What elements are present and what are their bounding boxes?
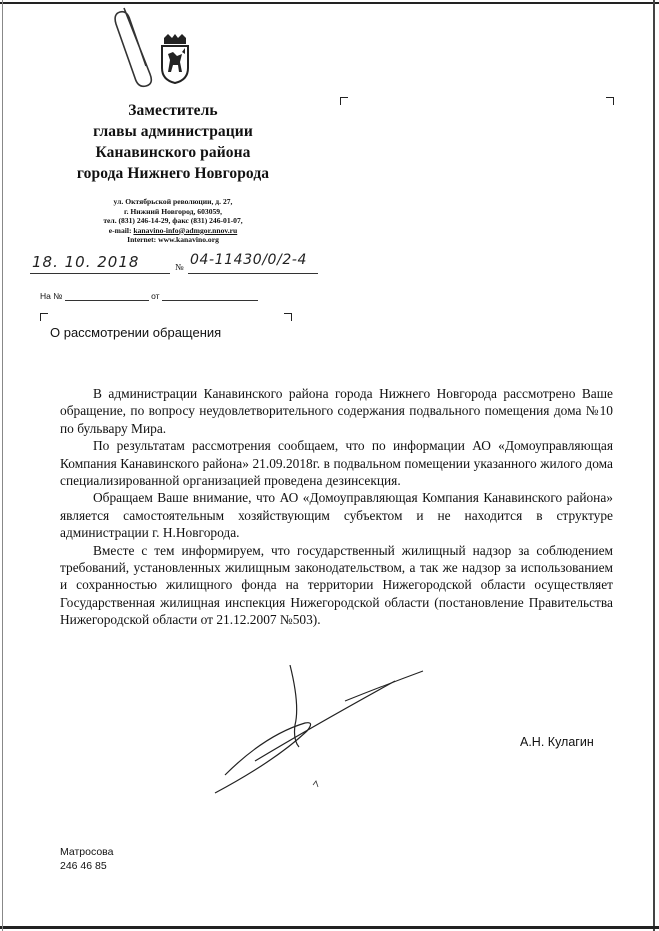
reference-on-label: На №: [40, 291, 63, 301]
letter-subject: О рассмотрении обращения: [50, 325, 222, 340]
address-email-link[interactable]: kanavino-info@admgor.nnov.ru: [133, 225, 238, 235]
executor-name: Матросова: [60, 846, 114, 858]
coat-of-arms-icon: [158, 34, 192, 84]
address-phones: тел. (831) 246-14-29, факс (831) 246-01-07,: [103, 216, 243, 226]
registration-number: 04-11430/0/2-4: [190, 252, 308, 268]
page-edge-top: [0, 2, 659, 4]
org-title-line: главы администрации: [93, 123, 253, 140]
address-email-prefix: e-mail:: [108, 225, 134, 235]
corner-mark-subject-top-right: [284, 313, 292, 321]
org-title-line: города Нижнего Новгорода: [76, 165, 270, 182]
reference-date-blank: [162, 290, 258, 301]
corner-mark-subject-top-left: [40, 313, 48, 321]
address-internet: Internet: www.kanavino.org: [127, 235, 219, 245]
letter-body: [60, 385, 613, 629]
registration-number-rule: [188, 273, 318, 274]
body-paragraph: По результатам рассмотрения сообщаем, что по информации АО «Домоуправляющая Компания Канавинского района» 21.09.2018г. в подвальном помещении указанного жилого дома специализированной организацией проведена дезинсекция.: [60, 438, 613, 489]
org-title-line: Канавинского района: [95, 144, 251, 161]
corner-mark-address-top-right: [606, 97, 614, 105]
executor-phone: 246 46 85: [60, 860, 107, 872]
body-paragraph: В администрации Канавинского района города Нижнего Новгорода рассмотрено Ваше обращение, по вопросу неудовлетворительного содержания подвального помещения дома №10 по бульвару Мира.: [60, 386, 613, 436]
address-city: г. Нижний Новгород, 603059,: [124, 206, 222, 216]
reference-number-blank: [65, 290, 149, 301]
org-title-line: Заместитель: [128, 102, 218, 119]
body-paragraph: Вместе с тем информируем, что государственный жилищный надзор за соблюдением требований, установленных жилищным законодательством, а так же надзор за использованием и сохранностью жилищного фонда на территории Нижегородской области осуществляет Государственная жилищная инспекция Нижегородской области (постановление Правительства Нижегородской области от 21.12.2007 №503).: [60, 542, 613, 628]
executor-footer: [60, 845, 113, 873]
organization-header: [40, 100, 306, 184]
reference-line: [40, 290, 258, 301]
body-paragraph: Обращаем Ваше внимание, что АО «Домоуправляющая Компания Канавинского района» является самостоятельным хозяйствующим субъектом и не находится в структуре администрации г. Н.Новгорода.: [60, 490, 613, 541]
signer-name: А.Н. Кулагин: [520, 735, 594, 749]
registration-date: 18. 10. 2018: [32, 253, 140, 271]
organization-address: [40, 197, 306, 245]
reference-from-label: от: [151, 291, 160, 301]
page-edge-left: [2, 0, 3, 931]
registration-date-rule: [30, 273, 170, 274]
page-edge-right: [653, 0, 655, 931]
handwritten-signature: [195, 665, 425, 795]
address-email-line: [40, 226, 306, 236]
corner-mark-address-top-left: [340, 97, 348, 105]
page-edge-bottom: [0, 926, 659, 929]
address-street: ул. Октябрьской революции, д. 27,: [113, 197, 233, 206]
registration-number-label: №: [175, 262, 184, 272]
